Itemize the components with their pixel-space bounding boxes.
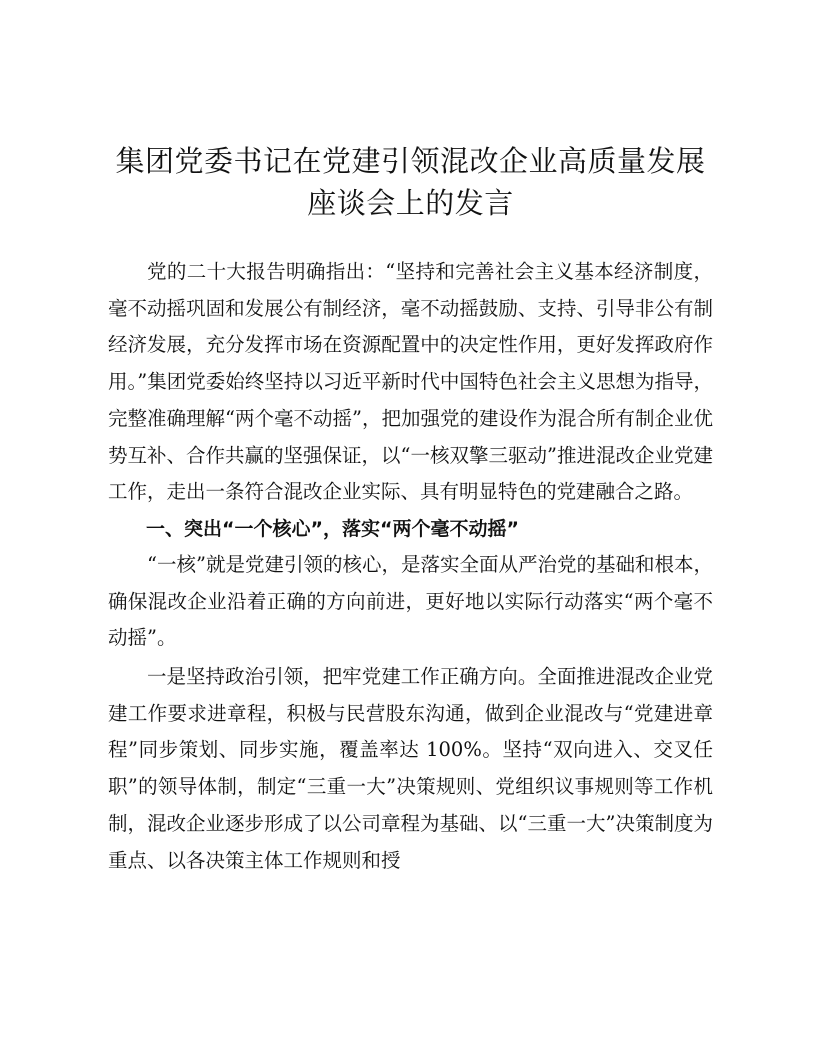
point-1-paragraph: 一是坚持政治引领，把牢党建工作正确方向。全面推进混改企业党建工作要求进章程，积极与民营股东沟通，做到企业混改与“党建进章程”同步策划、同步实施，覆盖率达 100%。坚持“双向进入、交叉任职”的领导体制，制定“三重一大”决策规则、党组织议事规则等工作机制，混改企业逐步形成了以公司章程为基础、以“三重一大”决策制度为重点、以各决策主体工作规则和授 <box>108 665 713 872</box>
intro-paragraph: 党的二十大报告明确指出：“坚持和完善社会主义基本经济制度，毫不动摇巩固和发展公有制经济，毫不动摇鼓励、支持、引导非公有制经济发展，充分发挥市场在资源配置中的决定性作用，更好发挥政府作用。”集团党委始终坚持以习近平新时代中国特色社会主义思想为指导，完整准确理解“两个毫不动摇”，把加强党的建设作为混合所有制企业优势互补、合作共赢的坚强保证，以“一核双擎三驱动”推进混改企业党建工作，走出一条符合混改企业实际、具有明显特色的党建融合之路。 <box>108 260 713 504</box>
section-1-paragraph: “一核”就是党建引领的核心，是落实全面从严治党的基础和根本，确保混改企业沿着正确的方向前进，更好地以实际行动落实“两个毫不动摇”。 <box>108 552 713 650</box>
document-page <box>108 140 713 879</box>
title-line-2: 座谈会上的发言 <box>307 186 514 220</box>
title-line-1: 集团党委书记在党建引领混改企业高质量发展 <box>115 144 706 178</box>
document-title <box>108 140 713 224</box>
section-heading-1: 一、突出“一个核心”，落实“两个毫不动摇” <box>146 517 519 540</box>
